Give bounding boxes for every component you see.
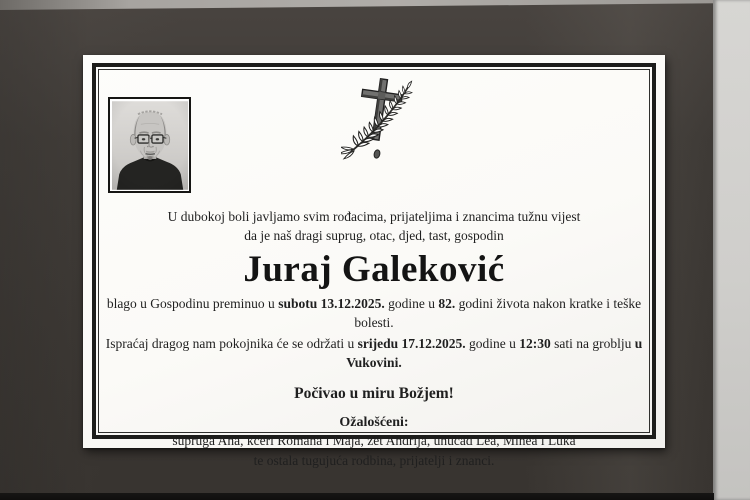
rest-in-peace-line: Počivao u miru Božjem! (294, 385, 454, 402)
deceased-portrait-photo (108, 97, 191, 193)
notice-text-block (97, 207, 651, 470)
cross-laurel-icon (341, 74, 419, 166)
mourners-line-2: te ostala tugujuća rodbina, prijatelji i znanci. (253, 452, 495, 468)
death-notice-card (83, 55, 665, 468)
intro-line-1: U dubokoj boli javljamo svim rođacima, prijateljima i znancima tužnu vijest (167, 209, 581, 224)
paper-edge-top (0, 0, 718, 10)
portrait-illustration (112, 101, 188, 190)
intro-line-2: da je naš dragi suprug, otac, djed, tast, gospodin (244, 228, 504, 243)
mourners-heading: Ožalošćeni: (339, 415, 409, 430)
deceased-name: Juraj Galeković (243, 249, 505, 290)
cross-laurel-drawing (341, 74, 419, 166)
paper-edge-bottom (0, 493, 714, 500)
mourners-line-1: supruga Ana, kćeri Romana i Maja, zet Andrija, unučad Lea, Minea i Luka (172, 433, 576, 448)
paper-edge-right (713, 0, 750, 500)
death-details-line: blago u Gospodinu preminuo u subotu 13.12.2025. godine u 82. godini života nakon kratke i teške bolesti. (106, 296, 642, 330)
funeral-details-line: Ispraćaj dragog nam pokojnika će se održati u srijedu 17.12.2025. godine u 12:30 sati na groblju u Vukovini. (105, 336, 643, 370)
